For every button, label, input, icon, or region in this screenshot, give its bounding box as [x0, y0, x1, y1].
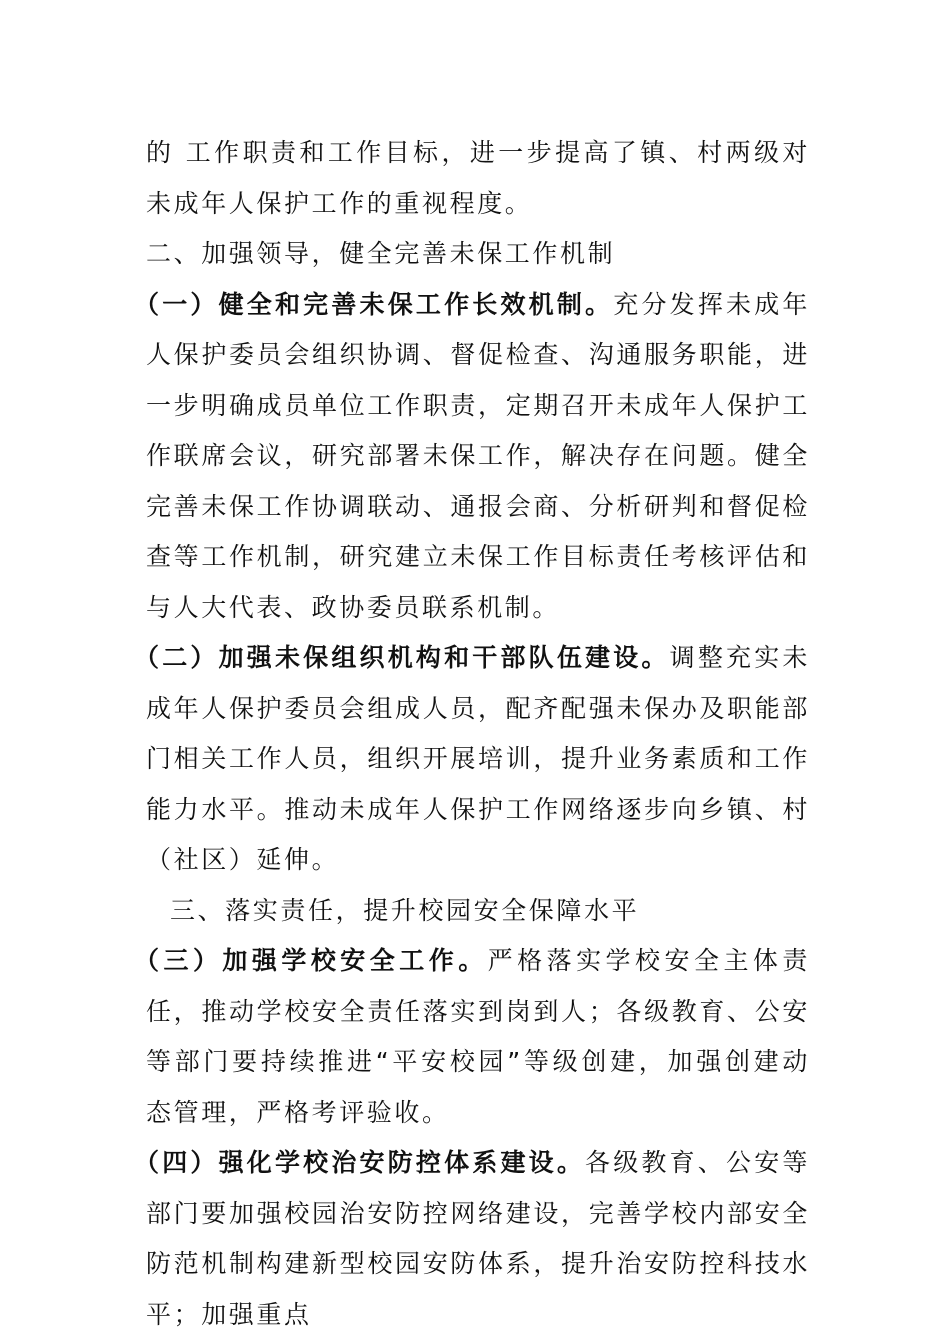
paragraph-text: 调整充实未成年人保护委员会组成人员，配齐配强未保办及职能部门相关工作人员，组织开展培训，提升业务素质和工作能力水平。推动未成年人保护工作网络逐步向乡镇、村（社区）延伸。 [146, 643, 810, 874]
paragraph-item-2 [134, 633, 810, 886]
paragraph-item-3 [134, 936, 810, 1138]
paragraph-lead: （三）加强学校安全工作。 [134, 946, 488, 975]
paragraph-lead: （四）强化学校治安防控体系建设。 [134, 1148, 586, 1177]
paragraph-lead: （二）加强未保组织机构和干部队伍建设。 [134, 643, 670, 672]
paragraph-continuation [146, 128, 810, 229]
paragraph-lead: （一）健全和完善未保工作长效机制。 [134, 289, 614, 319]
paragraph-item-1 [134, 280, 810, 634]
section-heading-3 [146, 886, 810, 937]
section-heading-2 [146, 229, 810, 280]
heading-text: 二、加强领导，健全完善未保工作机制 [146, 239, 616, 268]
paragraph-text: 严格落实学校安全主体责任，推动学校安全责任落实到岗到人；各级教育、公安等部门要持续推进“平安校园”等级创建，加强创建动态管理，严格考评验收。 [146, 946, 810, 1127]
document-body [134, 128, 810, 1340]
heading-text: 三、落实责任，提升校园安全保障水平 [170, 895, 640, 925]
paragraph-text: 充分发挥未成年人保护委员会组织协调、督促检查、沟通服务职能，进一步明确成员单位工作职责，定期召开未成年人保护工作联席会议，研究部署未保工作，解决存在问题。健全完善未保工作协调联动、通报会商、分析研判和督促检查等工作机制，研究建立未保工作目标责任考核评估和与人大代表、政协委员联系机制。 [146, 289, 810, 622]
paragraph-item-4 [134, 1138, 810, 1340]
paragraph-text: 的 工作职责和工作目标，进一步提高了镇、村两级对未成年人保护工作的重视程度。 [146, 138, 810, 218]
paragraph-text: 各级教育、公安等部门要加强校园治安防控网络建设，完善学校内部安全防范机制构建新型校园安防体系，提升治安防控科技水平；加强重点 [146, 1148, 810, 1329]
